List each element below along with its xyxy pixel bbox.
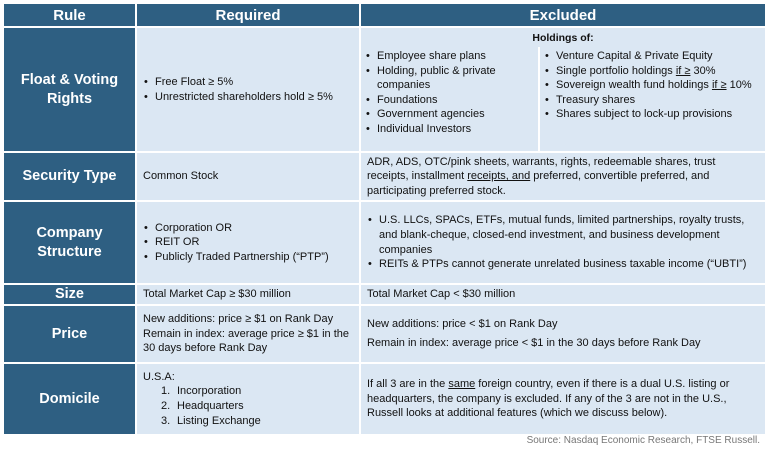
excluded-holding-item	[544, 49, 761, 64]
required-float-item: • Unrestricted shareholders hold ≥ 5%	[143, 90, 353, 105]
rule-size: Size	[4, 285, 135, 304]
rule-float-voting: Float & Voting Rights	[4, 28, 135, 151]
rule-domicile: Domicile	[4, 364, 135, 434]
excluded-security-underlined: receipts, and	[467, 170, 531, 183]
excluded-price	[361, 306, 765, 362]
domicile-criterion	[161, 399, 353, 414]
excluded-holding-item	[544, 78, 761, 93]
excluded-float-right	[540, 47, 765, 151]
excluded-domicile	[361, 364, 765, 434]
domicile-criterion	[161, 414, 353, 429]
row-price	[4, 306, 765, 362]
required-structure-item: • Publicly Traded Partnership (“PTP”)	[143, 250, 353, 265]
required-price	[137, 306, 359, 362]
holding-text: Treasury shares	[556, 93, 636, 106]
required-float-voting	[137, 28, 359, 151]
excluded-holding-item	[544, 93, 761, 108]
excluded-structure-item: • U.S. LLCs, SPACs, ETFs, mutual funds, limited partnerships, royalty trusts, and blank-cheque, closed-end investment, and business development companies	[367, 213, 759, 257]
required-price-remain: Remain in index: average price ≥ $1 in the 30 days before Rank Day	[143, 327, 349, 355]
table-header-row	[4, 4, 765, 26]
required-price-new: New additions: price ≥ $1 on Rank Day	[143, 313, 334, 326]
holding-value: 30%	[690, 64, 716, 77]
excluded-holding-item: • Holding, public & private companies	[365, 64, 534, 93]
excluded-domicile-text-1: If all 3 are in the	[367, 378, 449, 391]
criterion-text: Listing Exchange	[177, 414, 261, 427]
rule-security-type: Security Type	[4, 153, 135, 200]
excluded-domicile-underlined: same	[448, 378, 476, 391]
row-size	[4, 285, 765, 304]
excluded-security-text-1: ADR, ADS, OTC/pink sheets, warrants, rights, redeemable shares, trust receipts, installment	[367, 155, 716, 183]
required-company-structure	[137, 202, 359, 283]
excluded-price-remain: Remain in index: average price < $1 in the 30 days before Rank Day	[367, 337, 701, 349]
required-domicile	[137, 364, 359, 434]
excluded-size	[361, 285, 765, 304]
header-required: Required	[137, 4, 359, 26]
criterion-number: 2.	[161, 400, 171, 412]
criterion-text: Headquarters	[177, 400, 244, 412]
rule-company-structure: Company Structure	[4, 202, 135, 283]
excluded-security-type	[361, 153, 765, 200]
required-security-text: Common Stock	[143, 170, 219, 183]
excluded-holding-item	[544, 107, 761, 122]
holding-value: 10%	[726, 79, 752, 92]
holding-text: Single portfolio holdings	[556, 64, 676, 77]
excluded-holding-item: • Government agencies	[365, 107, 534, 122]
excluded-size-text: Total Market Cap < $30 million	[367, 288, 516, 301]
holding-text: Sovereign wealth fund holdings	[556, 79, 712, 92]
row-domicile	[4, 364, 765, 434]
excluded-holding-item	[544, 64, 761, 79]
holding-threshold: if ≥	[711, 79, 727, 92]
excluded-float-left	[361, 47, 538, 151]
required-domicile-title: U.S.A:	[143, 370, 175, 383]
required-size	[137, 285, 359, 304]
required-structure-item: • REIT OR	[143, 235, 353, 250]
holding-threshold: if ≥	[675, 64, 691, 77]
criterion-number: 3.	[161, 414, 171, 427]
required-security-type	[137, 153, 359, 200]
row-company-structure	[4, 202, 765, 283]
excluded-holding-item: • Individual Investors	[365, 122, 534, 137]
criterion-number: 1.	[161, 385, 171, 398]
holding-text: Shares subject to lock-up provisions	[556, 108, 733, 121]
source-note: Source: Nasdaq Economic Research, FTSE Russell.	[526, 435, 760, 446]
excluded-holding-item: • Employee share plans	[365, 49, 534, 64]
header-rule: Rule	[4, 4, 135, 26]
excluded-domicile-text-2: foreign country, even if there is a dual U.S. listing or headquarters, the company is excluded. If any of the 3 are not in the U.S., Russell looks at additional features (which we discuss below).	[367, 378, 730, 420]
row-security-type	[4, 153, 765, 200]
header-excluded: Excluded	[361, 4, 765, 26]
domicile-criterion	[161, 384, 353, 399]
excluded-holding-item: • Foundations	[365, 93, 534, 108]
holding-text: Venture Capital & Private Equity	[556, 50, 713, 62]
rule-price: Price	[4, 306, 135, 362]
excluded-company-structure	[361, 202, 765, 283]
required-size-text: Total Market Cap ≥ $30 million	[143, 288, 291, 301]
required-structure-item: • Corporation OR	[143, 221, 353, 236]
excluded-security-text-2: preferred, convertible preferred, and participating preferred stock.	[367, 170, 710, 197]
excluded-structure-item: • REITs & PTPs cannot generate unrelated business taxable income (“UBTI”)	[367, 257, 759, 272]
excluded-price-new: New additions: price < $1 on Rank Day	[367, 318, 558, 331]
criterion-text: Incorporation	[177, 385, 242, 398]
holdings-of-header: Holdings of:	[361, 28, 765, 47]
required-float-item: • Free Float ≥ 5%	[143, 75, 353, 90]
row-float-voting	[4, 28, 765, 151]
